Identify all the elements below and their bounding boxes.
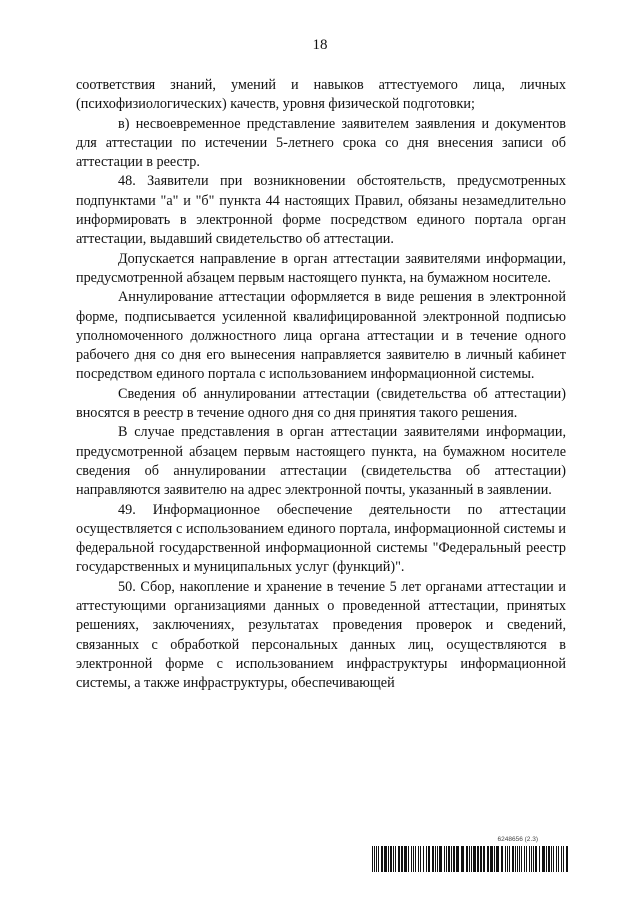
paragraph: Аннулирование аттестации оформляется в виде решения в электронной форме, подписывается усиленной квалифицированной электронной подписью уполномоченного должностного лица органа аттестации и в течение одного рабочего дня со дня его вынесения направляется заявителю в личный кабинет посредством единого портала с использованием информационной системы. [76, 289, 566, 383]
paragraph: 48. Заявители при возникновении обстоятельств, предусмотренных подпунктами "а" и "б" пункта 44 настоящих Правил, обязаны незамедлительно информировать в электронной форме посредством единого портала орган аттестации, выдавший свидетельство об аттестации. [76, 173, 566, 248]
document-code: 6248656 (2.3) [497, 836, 538, 843]
document-footer [372, 836, 568, 872]
paragraph: Сведения об аннулировании аттестации (свидетельства об аттестации) вносятся в реестр в течение одного дня со дня принятия такого решения. [76, 385, 566, 422]
barcode-image [372, 846, 568, 872]
paragraph: 50. Сбор, накопление и хранение в течение 5 лет органами аттестации и аттестующими организациями данных о проведенной аттестации, принятых решениях, заключениях, результатах проведения проверок и сведений, связанных с обработкой персональных данных лиц, осуществляются в электронной форме с использованием инфраструктуры информационной системы, а также инфраструктуры, обеспечивающей [76, 578, 566, 692]
document-body [76, 76, 566, 694]
paragraph: 49. Информационное обеспечение деятельности по аттестации осуществляется с использованием единого портала, информационной системы и федеральной государственной информационной системы "Федеральный реестр государственных и муниципальных услуг (функций)". [76, 501, 566, 576]
paragraph: в) несвоевременное представление заявителем заявления и документов для аттестации по истечении 5-летнего срока со дня внесения записи об аттестации в реестр. [76, 115, 566, 171]
paragraph-continuation: соответствия знаний, умений и навыков аттестуемого лица, личных (психофизиологических) качеств, уровня физической подготовки; [76, 77, 566, 113]
paragraph: Допускается направление в орган аттестации заявителями информации, предусмотренной абзацем первым настоящего пункта, на бумажном носителе. [76, 250, 566, 286]
paragraph: В случае представления в орган аттестации заявителями информации, предусмотренной абзацем первым настоящего пункта, на бумажном носителе сведения об аннулировании аттестации (свидетельства об аттестации) направляются заявителю на адрес электронной почты, указанный в заявлении. [76, 424, 566, 499]
page-number: 18 [312, 37, 328, 53]
